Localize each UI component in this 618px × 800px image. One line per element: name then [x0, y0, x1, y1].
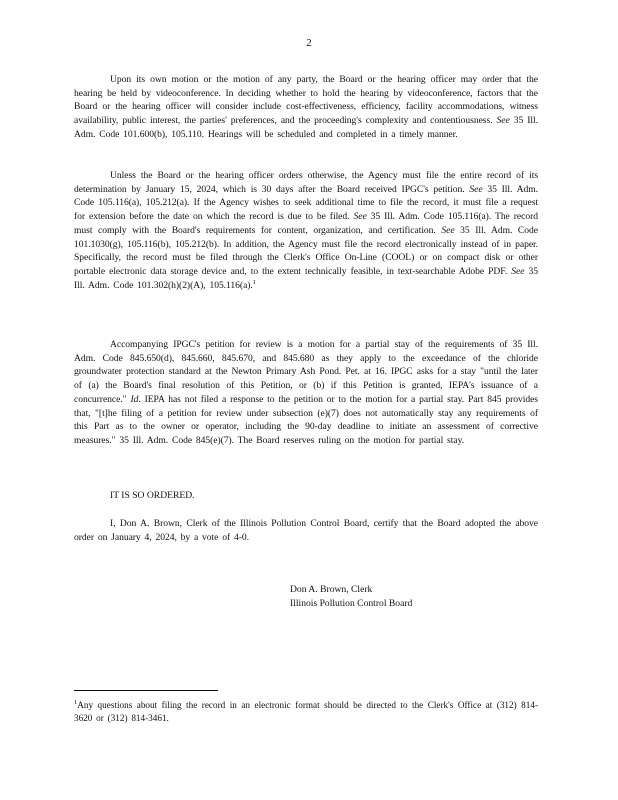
paragraph-partial-stay-motion [74, 338, 538, 448]
paragraph-record-filing [74, 169, 538, 292]
paragraph-videoconference [74, 73, 538, 142]
citation-signal: See [353, 211, 367, 223]
citation-signal: See [511, 265, 525, 277]
signature-name: Don A. Brown, Clerk [290, 584, 373, 595]
footnote-marker: 1 [74, 698, 78, 706]
citation-signal: See [469, 183, 483, 195]
paragraph-text: 35 Ill. Adm. Code 105.116(a), 105.212(a). If the Agency wishes to seek additional time to file the record, it must file a request for extension before the date on which the record is due to be filed. [74, 183, 539, 223]
page-number: 2 [306, 37, 312, 49]
paragraph-text: 35 Ill. Adm. Code 101.600(b), 105.110. Hearings will be scheduled and completed in a timely manner. [74, 115, 538, 140]
paragraph-text: Upon its own motion or the motion of any party, the Board or the hearing officer may order that the hearing be held by videoconference. In deciding whether to hold the hearing by videoconference, factors that the Board or the hearing officer will consider include cost-effectiveness, efficiency, facility accommodations, witness availability, public interest, the parties' preferences, and the proceeding's complexity and contentiousness. [74, 74, 538, 127]
footnote [74, 699, 538, 725]
paragraph-text: Accompanying IPGC's petition for review is a motion for a partial stay of the requirements of 35 Ill. Adm. Code 845.650(d), 845.660, 845.670, and 845.680 as they apply to the exceedance of the chloride groundwater protection standard at the Newton Primary Ash Pond. Pet. at 16. IPGC asks for a stay "until the later of (a) the Board's final resolution of this Petition, or (b) if this Petition is granted, IEPA's issuance of a concurrence." [74, 339, 538, 405]
so-ordered-statement: IT IS SO ORDERED. [110, 490, 195, 501]
citation-signal: See [441, 224, 455, 236]
paragraph-text: Unless the Board or the hearing officer orders otherwise, the Agency must file the entire record of its determination by January 15, 2024, which is 30 days after the Board received IPGC's petition. [74, 170, 538, 195]
paragraph-text: 35 Ill. Adm. Code 101.302(h)(2)(A), 105.116(a). [74, 265, 538, 291]
footnote-reference: 1 [252, 278, 256, 286]
paragraph-clerk-certification [74, 517, 538, 544]
paragraph-text: 35 Ill. Adm. Code 101.1030(g), 105.116(b), 105.212(b). In addition, the Agency must file the record electronically instead of in paper. Specifically, the record must be filed through the Clerk's Office On-Line (COOL) or on compact disk or other portable electronic data storage device and, to the extent technically feasible, in text-searchable Adobe PDF. [74, 224, 538, 277]
paragraph-text: . IEPA has not filed a response to the petition or to the motion for a partial stay. Part 845 provides that, "[t]he filing of a petition for review under subsection (e)(7) does not automatically stay any requirements of this Part as to the owner or operator, including the 90-day deadline to initiate an assessment of corrective measures." 35 Ill. Adm. Code 845(e)(7). The Board reserves ruling on the motion for partial stay. [74, 393, 538, 446]
paragraph-text: I, Don A. Brown, Clerk of the Illinois Pollution Control Board, certify that the Board adopted the above order on January 4, 2024, by a vote of 4-0. [74, 518, 538, 543]
footnote-text: Any questions about filing the record in an electronic format should be directed to the Clerk's Office at (312) 814-3620 or (312) 814-3461. [74, 700, 538, 723]
signature-block [290, 583, 412, 610]
paragraph-text: 35 Ill. Adm. Code 105.116(a). The record must comply with the Board's requirements for content, organization, and certification. [74, 211, 538, 236]
footnote-divider [74, 690, 218, 691]
citation-signal: See [496, 115, 510, 127]
citation-signal: Id [130, 393, 139, 405]
signature-organization: Illinois Pollution Control Board [290, 597, 413, 609]
